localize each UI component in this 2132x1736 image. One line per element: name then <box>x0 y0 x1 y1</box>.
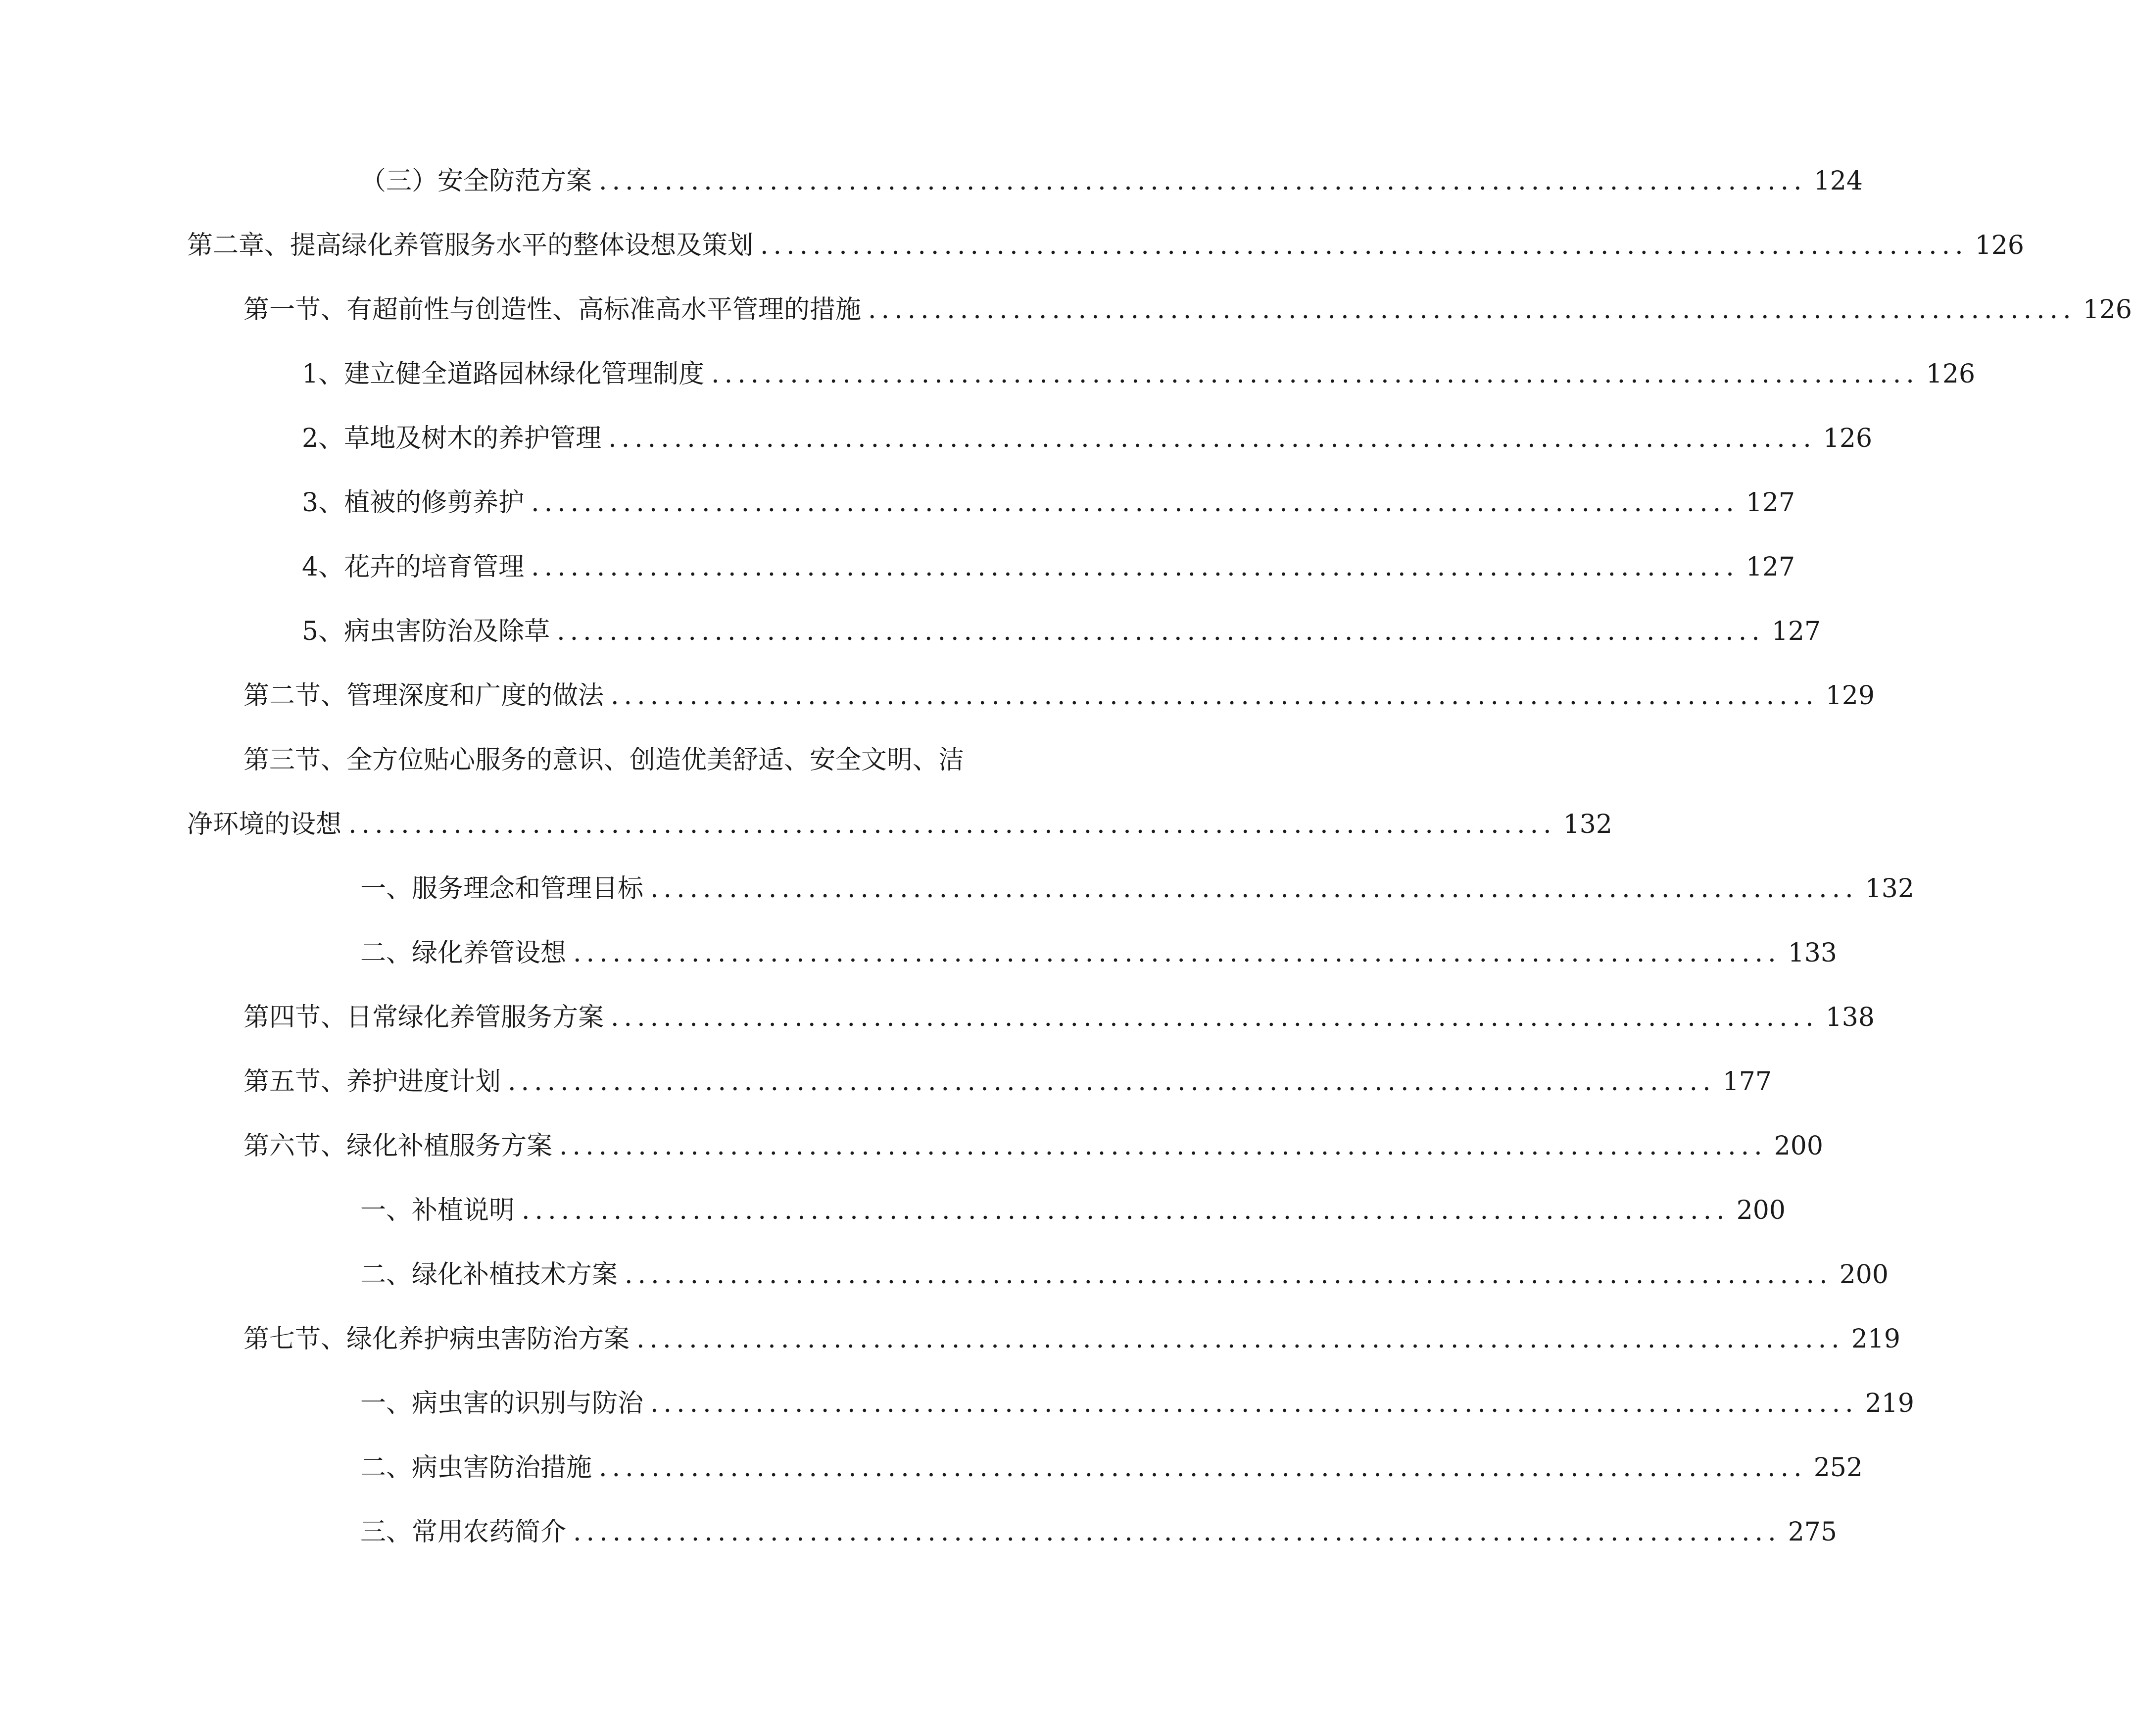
toc-leader-dots: ............................................................................................ <box>599 1453 1807 1483</box>
toc-entry-title: 1、建立健全道路园林绿化管理制度 <box>302 359 705 389</box>
toc-entry-page: 177 <box>1722 1067 1772 1097</box>
toc-entry-page: 219 <box>1865 1389 1914 1418</box>
toc-entry-title: 第一节、有超前性与创造性、高标准高水平管理的措施 <box>243 295 862 325</box>
toc-entry-title: 第二节、管理深度和广度的做法 <box>243 681 604 711</box>
toc-leader-dots: ............................................................................................ <box>531 552 1739 582</box>
toc-leader-dots: ............................................................................................ <box>636 1324 1844 1354</box>
toc-entry[interactable] <box>243 1000 1875 1035</box>
toc-leader-dots: ............................................................................................ <box>711 359 1919 389</box>
toc-entry-page: 200 <box>1774 1131 1823 1161</box>
toc-entry[interactable] <box>187 807 1612 842</box>
toc-entry-page: 200 <box>1839 1260 1889 1290</box>
toc-leader-dots: ............................................................................................ <box>557 617 1765 646</box>
toc-entry-page: 133 <box>1788 938 1837 968</box>
toc-entry-title: 第七节、绿化养护病虫害防治方案 <box>243 1324 630 1354</box>
toc-entry-title: 一、病虫害的识别与防治 <box>360 1389 644 1418</box>
toc-entry-title: 第四节、日常绿化养管服务方案 <box>243 1003 604 1032</box>
toc-leader-dots: ............................................................................................ <box>531 488 1739 518</box>
toc-entry[interactable] <box>302 614 1821 649</box>
toc-entry[interactable] <box>360 163 1863 199</box>
toc-entry-title: 三、常用农药简介 <box>360 1517 567 1547</box>
toc-leader-dots: ............................................................................................ <box>611 681 1819 711</box>
toc-entry-title: 二、绿化养管设想 <box>360 938 567 968</box>
toc-entry[interactable] <box>243 292 2132 328</box>
toc-entry-wrapped-line[interactable] <box>243 742 1050 778</box>
toc-entry-title: 第六节、绿化补植服务方案 <box>243 1131 553 1161</box>
toc-entry-page: 200 <box>1736 1196 1786 1225</box>
toc-leader-dots: ............................................................................................ <box>559 1131 1767 1161</box>
toc-entry[interactable] <box>360 1257 1889 1293</box>
toc-leader-dots: ............................................................................................ <box>760 231 1968 260</box>
toc-leader-dots: ............................................................................................ <box>868 295 2076 325</box>
toc-leader-dots: ............................................................................................ <box>508 1067 1716 1097</box>
toc-entry[interactable] <box>302 356 1976 392</box>
toc-entry-title: 第二章、提高绿化养管服务水平的整体设想及策划 <box>187 231 754 260</box>
toc-entry-title: 一、补植说明 <box>360 1196 515 1225</box>
toc-entry-page: 124 <box>1813 166 1863 196</box>
toc-entry-title: 二、绿化补植技术方案 <box>360 1260 618 1290</box>
toc-entry-page: 129 <box>1825 681 1875 711</box>
toc-entry-title: 净环境的设想 <box>187 810 342 839</box>
toc-entry-title: 2、草地及树木的养护管理 <box>302 424 602 453</box>
toc-entry-title: 4、花卉的培育管理 <box>302 552 525 582</box>
toc-leader-dots: ............................................................................................ <box>611 1003 1819 1032</box>
toc-entry-page: 275 <box>1788 1517 1837 1547</box>
toc-entry-title: 3、植被的修剪养护 <box>302 488 525 518</box>
toc-entry[interactable] <box>243 1064 1772 1100</box>
toc-entry-page: 127 <box>1771 617 1821 646</box>
toc-entry[interactable] <box>360 1386 1914 1421</box>
toc-entry[interactable] <box>243 1128 1823 1164</box>
toc-entry-page: 127 <box>1745 488 1795 518</box>
toc-entry-page: 138 <box>1825 1003 1875 1032</box>
toc-entry-page: 126 <box>1823 424 1873 453</box>
toc-entry-title: 二、病虫害防治措施 <box>360 1453 592 1483</box>
toc-entry-page: 126 <box>2083 295 2132 325</box>
toc-entry-title: 第五节、养护进度计划 <box>243 1067 501 1097</box>
toc-entry[interactable] <box>360 1514 1837 1550</box>
toc-leader-dots: ............................................................................................ <box>573 1517 1781 1547</box>
toc-entry[interactable] <box>302 485 1795 521</box>
toc-leader-dots: ............................................................................................ <box>650 874 1858 904</box>
toc-leader-dots: ............................................................................................ <box>348 810 1556 839</box>
toc-entry[interactable] <box>360 1450 1863 1486</box>
toc-entry-page: 219 <box>1851 1324 1900 1354</box>
toc-entry[interactable] <box>360 871 1914 907</box>
toc-leader-dots: ............................................................................................ <box>522 1196 1730 1225</box>
toc-leader-dots: ............................................................................................ <box>599 166 1807 196</box>
toc-entry-title: 5、病虫害防治及除草 <box>302 617 550 646</box>
toc-entry[interactable] <box>243 1321 1900 1357</box>
toc-entry[interactable] <box>360 935 1837 971</box>
toc-entry-title: （三）安全防范方案 <box>360 166 592 196</box>
toc-entry-page: 252 <box>1813 1453 1863 1483</box>
toc-entry[interactable] <box>360 1193 1786 1228</box>
toc-entry-page: 127 <box>1745 552 1795 582</box>
toc-entry[interactable] <box>187 228 2024 263</box>
toc-entry[interactable] <box>302 549 1795 585</box>
toc-leader-dots: ............................................................................................ <box>573 938 1781 968</box>
toc-leader-dots: ............................................................................................ <box>608 424 1816 453</box>
toc-entry-title: 第三节、全方位贴心服务的意识、创造优美舒适、安全文明、洁 <box>243 745 965 775</box>
toc-entry-page: 132 <box>1563 810 1612 839</box>
toc-entry-page: 132 <box>1865 874 1914 904</box>
toc-entry-title: 一、服务理念和管理目标 <box>360 874 644 904</box>
toc-leader-dots: ............................................................................................ <box>625 1260 1833 1290</box>
toc-entry-page: 126 <box>1975 231 2024 260</box>
toc-entry[interactable] <box>243 678 1875 714</box>
toc-entry-page: 126 <box>1926 359 1976 389</box>
toc-leader-dots: ............................................................................................ <box>650 1389 1858 1418</box>
toc-entry[interactable] <box>302 421 1873 456</box>
